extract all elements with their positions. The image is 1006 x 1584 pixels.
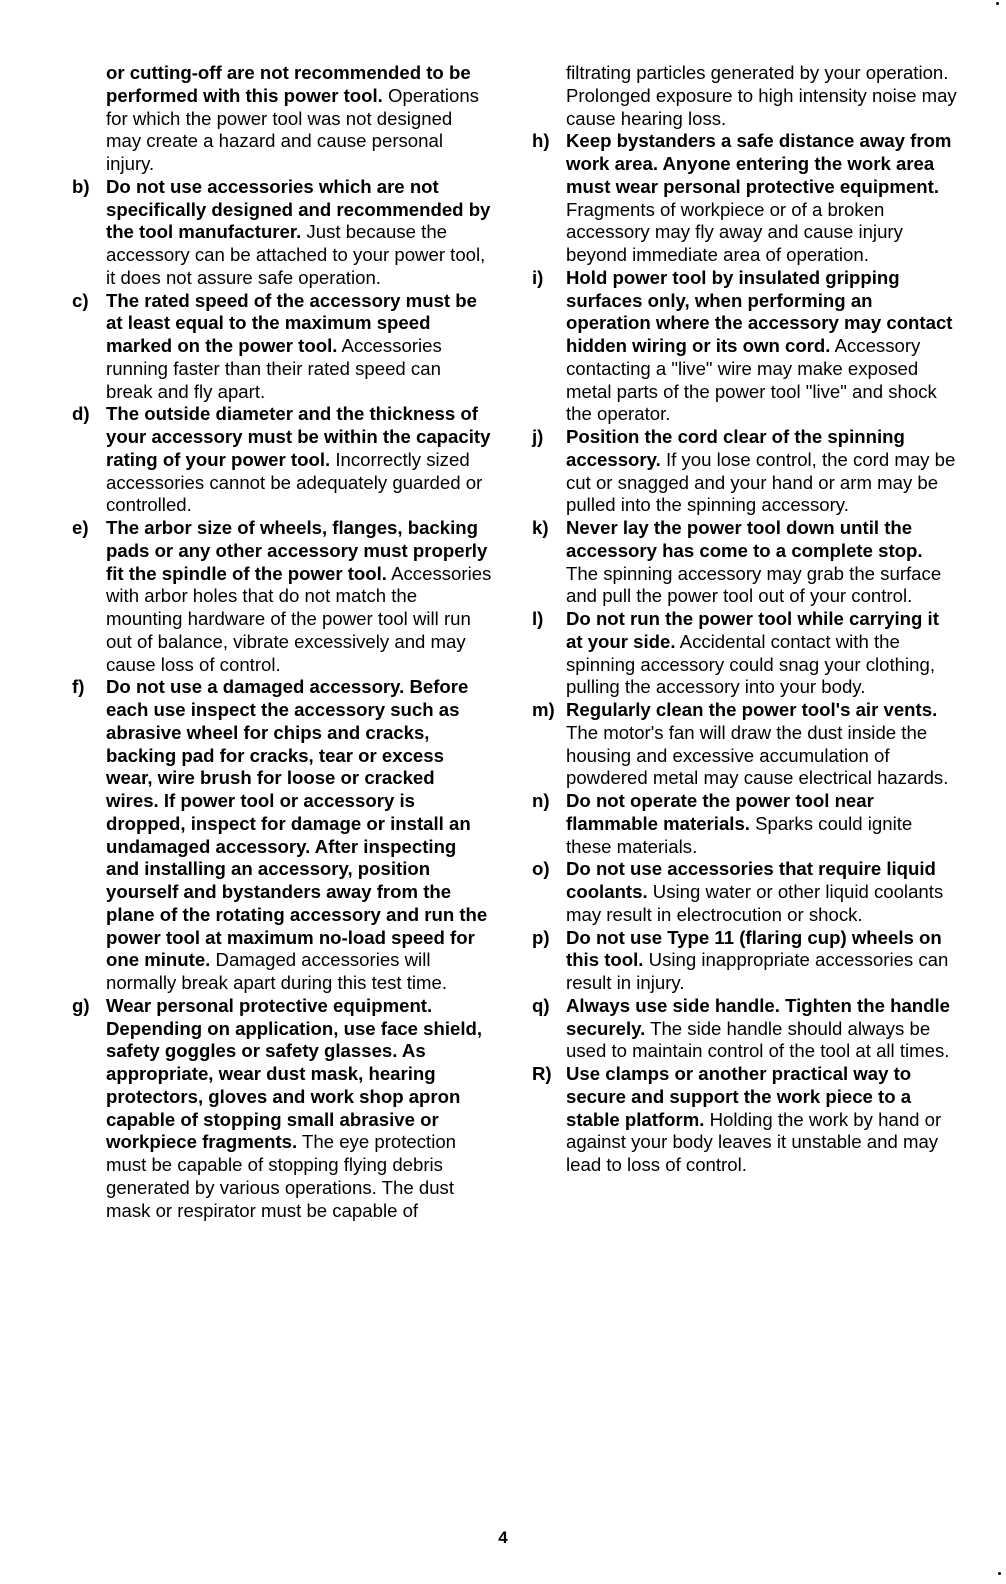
safety-item-h: h) Keep bystanders a safe distance away from work area. Anyone entering the work area must wear personal protective equipment. Fragments of workpiece or of a broken accessory may fly away and cause injury beyond immediate area of operation. <box>532 130 952 265</box>
safety-item-f: f) Do not use a damaged accessory. Before each use inspect the accessory such as abrasive wheel for chips and cracks, backing pad for cracks, tear or excess wear, wire brush for loose or cracked wires. If power tool or accessory is dropped, inspect for damage or install an undamaged accessory. After inspecting and installing an accessory, position yourself and bystanders away from the plane of the rotating accessory and run the power tool at maximum no-load speed for one minute. Damaged accessories will normally break apart during this test time. <box>72 676 488 993</box>
safety-item-l: l) Do not run the power tool while carrying it at your side. Accidental contact with the spinning accessory could snag your clothing, pulling the accessory into your body. <box>532 608 939 698</box>
safety-item-q: q) Always use side handle. Tighten the handle securely. The side handle should always be used to maintain control of the tool at all times. <box>532 994 951 1062</box>
safety-item-m: m) Regularly clean the power tool's air vents. The motor's fan will draw the dust inside the housing and excessive accumulation of powdered metal may cause electrical hazards. <box>532 699 949 789</box>
safety-item: filtrating particles generated by your operation. Prolonged exposure to high intensity noise may cause hearing loss. <box>566 62 957 129</box>
safety-item-n: n) Do not operate the power tool near flammable materials. Sparks could ignite these materials. <box>532 790 913 857</box>
safety-item-g: g) Wear personal protective equipment. Depending on application, use face shield, safety goggles or safety glasses. As appropriate, wear dust mask, hearing protectors, gloves and work shop apron capable of stopping small abrasive or workpiece fragments. The eye protection must be capable of stopping flying debris generated by various operations. The dust mask or respirator must be capable of <box>72 994 483 1221</box>
scan-speck <box>998 1572 1001 1575</box>
safety-item-e: e) The arbor size of wheels, flanges, backing pads or any other accessory must properly fit the spindle of the power tool. Accessories with arbor holes that do not match the mounting hardware of the power tool will run out of balance, vibrate excessively and may cause loss of control. <box>72 517 492 675</box>
safety-item-i: i) Hold power tool by insulated gripping surfaces only, when performing an operation where the accessory may contact hidden wiring or its own cord. Accessory contacting a "live" wire may make exposed metal parts of the power tool "live" and shock the operator. <box>532 266 953 425</box>
safety-item-b: b) Do not use accessories which are not specifically designed and recommended by the tool manufacturer. Just because the accessory can be attached to your power tool, it does not assure safe operation. <box>72 175 491 288</box>
page-number: 4 <box>498 1528 508 1547</box>
scan-speck <box>996 2 999 5</box>
safety-item-r: R) Use clamps or another practical way to secure and support the work piece to a stable platform. Holding the work by hand or against your body leaves it unstable and may lead to loss of control. <box>532 1063 942 1175</box>
left-column <box>72 62 492 1222</box>
safety-item-p: p) Do not use Type 11 (flaring cup) wheels on this tool. Using inappropriate accessories can result in injury. <box>532 926 949 993</box>
safety-item-d: d) The outside diameter and the thickness of your accessory must be within the capacity rating of your power tool. Incorrectly sized accessories cannot be adequately guarded or controlled. <box>72 403 491 516</box>
safety-item-c: c) The rated speed of the accessory must be at least equal to the maximum speed marked on the power tool. Accessories running faster than their rated speed can break and fly apart. <box>72 289 477 402</box>
safety-item-o: o) Do not use accessories that require liquid coolants. Using water or other liquid coolants may result in electrocution or shock. <box>532 858 944 925</box>
safety-item-j: j) Position the cord clear of the spinning accessory. If you lose control, the cord may be cut or snagged and your hand or arm may be pulled into the spinning accessory. <box>532 426 956 516</box>
safety-item-k: k) Never lay the power tool down until the accessory has come to a complete stop. The spinning accessory may grab the surface and pull the power tool out of your control. <box>532 517 942 607</box>
safety-item: or cutting-off are not recommended to be performed with this power tool. Operations for which the power tool was not designed may create a hazard and cause personal injury. <box>106 62 479 174</box>
right-column <box>532 62 957 1177</box>
